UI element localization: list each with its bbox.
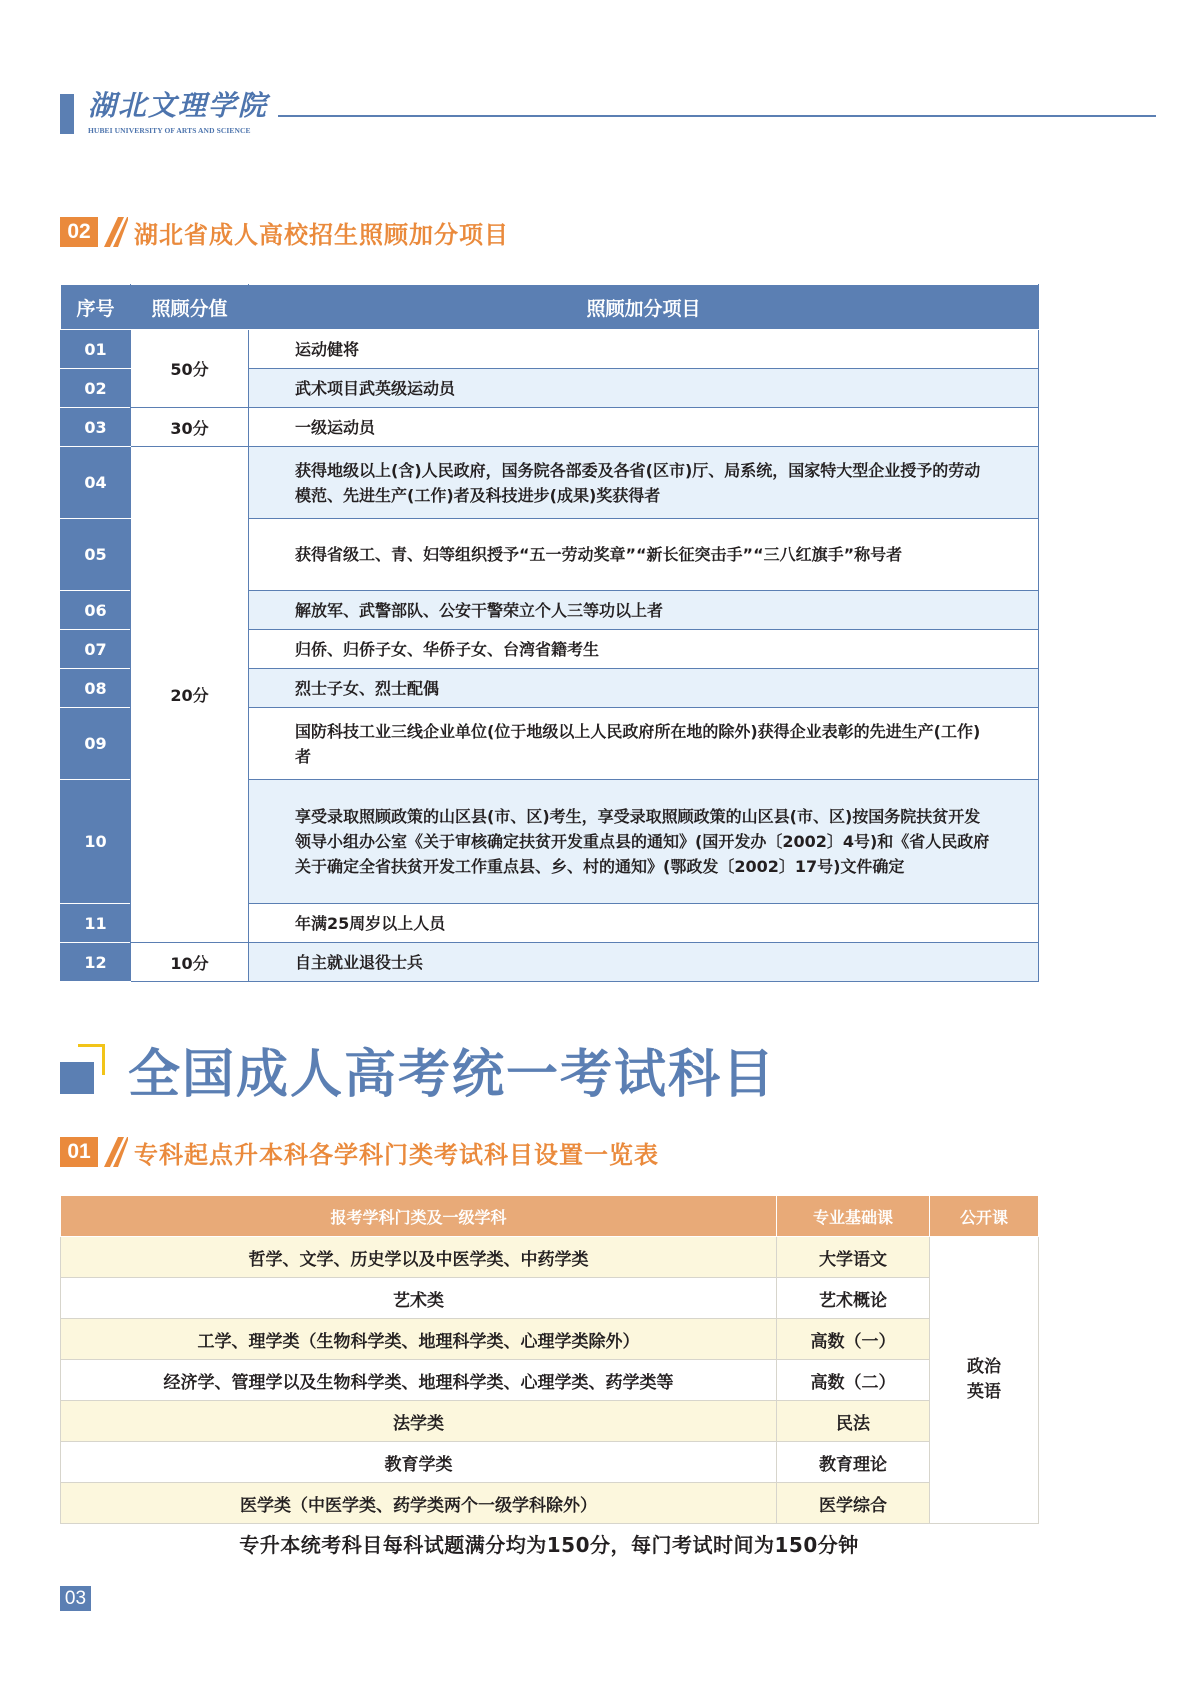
subject-category: 法学类	[61, 1401, 777, 1442]
foundation-course: 高数（一）	[777, 1319, 930, 1360]
bonus-item: 获得省级工、青、妇等组织授予“五一劳动奖章”“新长征突击手”“三八红旗手”称号者	[249, 519, 1039, 591]
row-number: 08	[61, 669, 131, 708]
header-divider	[278, 115, 1156, 117]
subject-category: 经济学、管理学以及生物科学类、地理科学类、心理学类、药学类等	[61, 1360, 777, 1401]
score-cell: 20分	[131, 447, 249, 943]
university-logo-text: 湖北文理学院	[88, 89, 269, 122]
section-title: 湖北省成人高校招生照顾加分项目	[134, 220, 509, 249]
public-courses	[930, 1237, 1039, 1524]
double-slash-icon	[100, 1137, 128, 1167]
row-number: 06	[61, 591, 131, 630]
section-number: 02	[60, 217, 98, 247]
heading-frame-icon	[78, 1044, 105, 1075]
bonus-item: 运动健将	[249, 330, 1039, 369]
bonus-item: 武术项目武英级运动员	[249, 369, 1039, 408]
row-number: 01	[61, 330, 131, 369]
table-row	[61, 1319, 1039, 1360]
table-row	[61, 1278, 1039, 1319]
row-number: 02	[61, 369, 131, 408]
row-number: 12	[61, 943, 131, 982]
foundation-course: 高数（二）	[777, 1360, 930, 1401]
table-row	[61, 943, 1039, 982]
bonus-item: 解放军、武警部队、公安干警荣立个人三等功以上者	[249, 591, 1039, 630]
table-header-row	[61, 285, 1039, 330]
table-header-row	[61, 1196, 1039, 1237]
table-row	[61, 330, 1039, 369]
row-number: 03	[61, 408, 131, 447]
row-number: 09	[61, 708, 131, 780]
row-number: 04	[61, 447, 131, 519]
foundation-course: 艺术概论	[777, 1278, 930, 1319]
bonus-item: 国防科技工业三线企业单位(位于地级以上人民政府所在地的除外)获得企业表彰的先进生产(工作)者	[249, 708, 1039, 780]
public-course: 英语	[967, 1382, 1001, 1402]
bonus-item: 享受录取照顾政策的山区县(市、区)考生，享受录取照顾政策的山区县(市、区)按国务院扶贫开发领导小组办公室《关于审核确定扶贫开发重点县的通知》(国开发办〔2002〕4号)和《省人民政府关于确定全省扶贫开发工作重点县、乡、村的通知》(鄂政发〔2002〕17号)文件确定	[249, 780, 1039, 904]
bonus-points-table	[60, 284, 1039, 982]
table-row	[61, 1442, 1039, 1483]
column-header: 序号	[61, 285, 131, 330]
row-number: 10	[61, 780, 131, 904]
column-header: 照顾分值	[131, 285, 249, 330]
bonus-item: 一级运动员	[249, 408, 1039, 447]
university-logo-english: HUBEI UNIVERSITY OF ARTS AND SCIENCE	[88, 126, 251, 135]
table-row	[61, 1360, 1039, 1401]
section-bonus-heading	[60, 215, 509, 249]
table-row	[61, 447, 1039, 519]
column-header: 报考学科门类及一级学科	[61, 1196, 777, 1237]
exam-note: 专升本统考科目每科试题满分均为150分，每门考试时间为150分钟	[239, 1533, 859, 1557]
exam-subjects-table	[60, 1195, 1039, 1524]
section-subjects-heading	[60, 1135, 659, 1169]
column-header: 照顾加分项目	[249, 285, 1039, 330]
table-row	[61, 1237, 1039, 1278]
bonus-item: 获得地级以上(含)人民政府，国务院各部委及各省(区市)厅、局系统，国家特大型企业授予的劳动模范、先进生产(工作)者及科技进步(成果)奖获得者	[249, 447, 1039, 519]
table-row	[61, 1401, 1039, 1442]
section-number: 01	[60, 1137, 98, 1167]
subject-category: 艺术类	[61, 1278, 777, 1319]
bonus-item: 归侨、归侨子女、华侨子女、台湾省籍考生	[249, 630, 1039, 669]
foundation-course: 教育理论	[777, 1442, 930, 1483]
page-number: 03	[60, 1586, 91, 1611]
row-number: 11	[61, 904, 131, 943]
column-header: 公开课	[930, 1196, 1039, 1237]
public-course: 政治	[967, 1357, 1001, 1377]
table-row	[61, 1483, 1039, 1524]
table-row	[61, 408, 1039, 447]
subject-category: 教育学类	[61, 1442, 777, 1483]
column-header: 专业基础课	[777, 1196, 930, 1237]
double-slash-icon	[100, 217, 128, 247]
row-number: 05	[61, 519, 131, 591]
bonus-item: 自主就业退役士兵	[249, 943, 1039, 982]
section-title: 专科起点升本科各学科门类考试科目设置一览表	[134, 1140, 659, 1169]
bonus-item: 烈士子女、烈士配偶	[249, 669, 1039, 708]
foundation-course: 大学语文	[777, 1237, 930, 1278]
big-title: 全国成人高考统一考试科目	[128, 1045, 777, 1105]
subject-category: 工学、理学类（生物科学类、地理科学类、心理学类除外）	[61, 1319, 777, 1360]
score-cell: 50分	[131, 330, 249, 408]
subject-category: 哲学、文学、历史学以及中医学类、中药学类	[61, 1237, 777, 1278]
bonus-item: 年满25周岁以上人员	[249, 904, 1039, 943]
foundation-course: 医学综合	[777, 1483, 930, 1524]
score-cell: 30分	[131, 408, 249, 447]
subject-category: 医学类（中医学类、药学类两个一级学科除外）	[61, 1483, 777, 1524]
score-cell: 10分	[131, 943, 249, 982]
foundation-course: 民法	[777, 1401, 930, 1442]
row-number: 07	[61, 630, 131, 669]
logo-bar	[60, 94, 74, 134]
